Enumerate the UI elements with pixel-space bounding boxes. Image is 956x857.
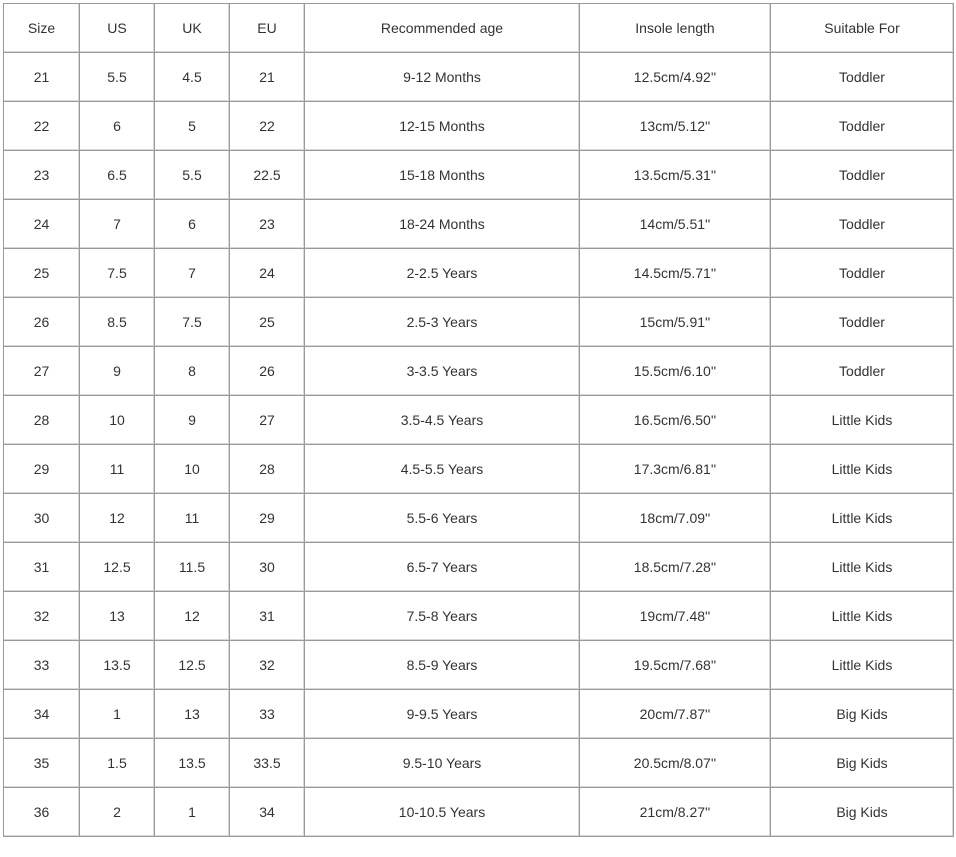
cell-us: 11 [80,445,155,494]
cell-recommended-age: 3-3.5 Years [305,347,580,396]
cell-recommended-age: 9-12 Months [305,53,580,102]
cell-suitable-for: Little Kids [771,543,954,592]
cell-uk: 7 [155,249,230,298]
table-row [4,690,954,739]
cell-suitable-for: Toddler [771,298,954,347]
cell-uk: 4.5 [155,53,230,102]
cell-us: 12.5 [80,543,155,592]
table-row [4,347,954,396]
cell-size: 27 [4,347,80,396]
cell-insole-length: 15.5cm/6.10'' [580,347,771,396]
cell-uk: 5.5 [155,151,230,200]
header-row [4,4,954,53]
cell-size: 35 [4,739,80,788]
cell-suitable-for: Toddler [771,249,954,298]
cell-size: 23 [4,151,80,200]
cell-recommended-age: 2.5-3 Years [305,298,580,347]
cell-insole-length: 18.5cm/7.28'' [580,543,771,592]
cell-eu: 29 [230,494,305,543]
cell-size: 25 [4,249,80,298]
cell-us: 2 [80,788,155,837]
cell-eu: 33.5 [230,739,305,788]
cell-uk: 1 [155,788,230,837]
cell-suitable-for: Big Kids [771,788,954,837]
cell-eu: 33 [230,690,305,739]
cell-insole-length: 13.5cm/5.31'' [580,151,771,200]
cell-suitable-for: Little Kids [771,641,954,690]
cell-eu: 22 [230,102,305,151]
cell-insole-length: 18cm/7.09'' [580,494,771,543]
cell-us: 5.5 [80,53,155,102]
cell-suitable-for: Big Kids [771,739,954,788]
cell-us: 12 [80,494,155,543]
table-row [4,396,954,445]
cell-insole-length: 21cm/8.27'' [580,788,771,837]
cell-size: 29 [4,445,80,494]
cell-suitable-for: Toddler [771,347,954,396]
cell-us: 6 [80,102,155,151]
cell-size: 24 [4,200,80,249]
cell-suitable-for: Little Kids [771,445,954,494]
cell-insole-length: 14.5cm/5.71'' [580,249,771,298]
table-row [4,249,954,298]
cell-recommended-age: 10-10.5 Years [305,788,580,837]
table-row [4,739,954,788]
header-eu: EU [230,4,305,53]
table-header [4,4,954,53]
cell-size: 21 [4,53,80,102]
cell-size: 34 [4,690,80,739]
cell-size: 30 [4,494,80,543]
cell-eu: 24 [230,249,305,298]
table-row [4,494,954,543]
cell-recommended-age: 4.5-5.5 Years [305,445,580,494]
cell-insole-length: 20cm/7.87'' [580,690,771,739]
cell-suitable-for: Toddler [771,53,954,102]
cell-uk: 11 [155,494,230,543]
cell-recommended-age: 5.5-6 Years [305,494,580,543]
cell-insole-length: 15cm/5.91'' [580,298,771,347]
table-row [4,298,954,347]
cell-us: 8.5 [80,298,155,347]
cell-eu: 31 [230,592,305,641]
size-chart-table [3,3,954,837]
header-size: Size [4,4,80,53]
cell-recommended-age: 2-2.5 Years [305,249,580,298]
cell-us: 13.5 [80,641,155,690]
cell-recommended-age: 8.5-9 Years [305,641,580,690]
table-row [4,151,954,200]
cell-uk: 6 [155,200,230,249]
cell-size: 22 [4,102,80,151]
table-row [4,543,954,592]
cell-eu: 28 [230,445,305,494]
header-uk: UK [155,4,230,53]
table-row [4,788,954,837]
table-row [4,102,954,151]
cell-uk: 12 [155,592,230,641]
cell-uk: 8 [155,347,230,396]
cell-recommended-age: 3.5-4.5 Years [305,396,580,445]
cell-uk: 13.5 [155,739,230,788]
cell-recommended-age: 9.5-10 Years [305,739,580,788]
table-row [4,200,954,249]
cell-eu: 25 [230,298,305,347]
cell-eu: 23 [230,200,305,249]
cell-size: 32 [4,592,80,641]
cell-recommended-age: 15-18 Months [305,151,580,200]
cell-us: 6.5 [80,151,155,200]
cell-us: 10 [80,396,155,445]
cell-us: 1.5 [80,739,155,788]
cell-eu: 26 [230,347,305,396]
cell-us: 7.5 [80,249,155,298]
cell-eu: 32 [230,641,305,690]
cell-size: 31 [4,543,80,592]
cell-insole-length: 19cm/7.48'' [580,592,771,641]
table-row [4,641,954,690]
cell-eu: 27 [230,396,305,445]
cell-recommended-age: 9-9.5 Years [305,690,580,739]
cell-insole-length: 20.5cm/8.07'' [580,739,771,788]
cell-uk: 9 [155,396,230,445]
cell-suitable-for: Little Kids [771,396,954,445]
table-row [4,592,954,641]
cell-uk: 12.5 [155,641,230,690]
cell-suitable-for: Toddler [771,151,954,200]
cell-eu: 30 [230,543,305,592]
cell-uk: 5 [155,102,230,151]
cell-eu: 34 [230,788,305,837]
cell-recommended-age: 6.5-7 Years [305,543,580,592]
table-row [4,53,954,102]
cell-suitable-for: Big Kids [771,690,954,739]
cell-uk: 10 [155,445,230,494]
cell-uk: 7.5 [155,298,230,347]
table-row [4,445,954,494]
cell-recommended-age: 12-15 Months [305,102,580,151]
cell-eu: 21 [230,53,305,102]
cell-size: 36 [4,788,80,837]
cell-us: 13 [80,592,155,641]
cell-insole-length: 19.5cm/7.68'' [580,641,771,690]
table-body [4,53,954,837]
cell-suitable-for: Toddler [771,102,954,151]
cell-insole-length: 16.5cm/6.50'' [580,396,771,445]
cell-size: 28 [4,396,80,445]
cell-uk: 11.5 [155,543,230,592]
cell-eu: 22.5 [230,151,305,200]
cell-us: 9 [80,347,155,396]
cell-insole-length: 17.3cm/6.81'' [580,445,771,494]
header-recommended-age: Recommended age [305,4,580,53]
cell-suitable-for: Little Kids [771,494,954,543]
cell-recommended-age: 18-24 Months [305,200,580,249]
header-us: US [80,4,155,53]
header-suitable-for: Suitable For [771,4,954,53]
cell-suitable-for: Toddler [771,200,954,249]
cell-insole-length: 12.5cm/4.92'' [580,53,771,102]
cell-suitable-for: Little Kids [771,592,954,641]
cell-recommended-age: 7.5-8 Years [305,592,580,641]
header-insole-length: Insole length [580,4,771,53]
cell-uk: 13 [155,690,230,739]
cell-insole-length: 14cm/5.51'' [580,200,771,249]
cell-us: 7 [80,200,155,249]
cell-size: 26 [4,298,80,347]
cell-size: 33 [4,641,80,690]
cell-us: 1 [80,690,155,739]
cell-insole-length: 13cm/5.12'' [580,102,771,151]
